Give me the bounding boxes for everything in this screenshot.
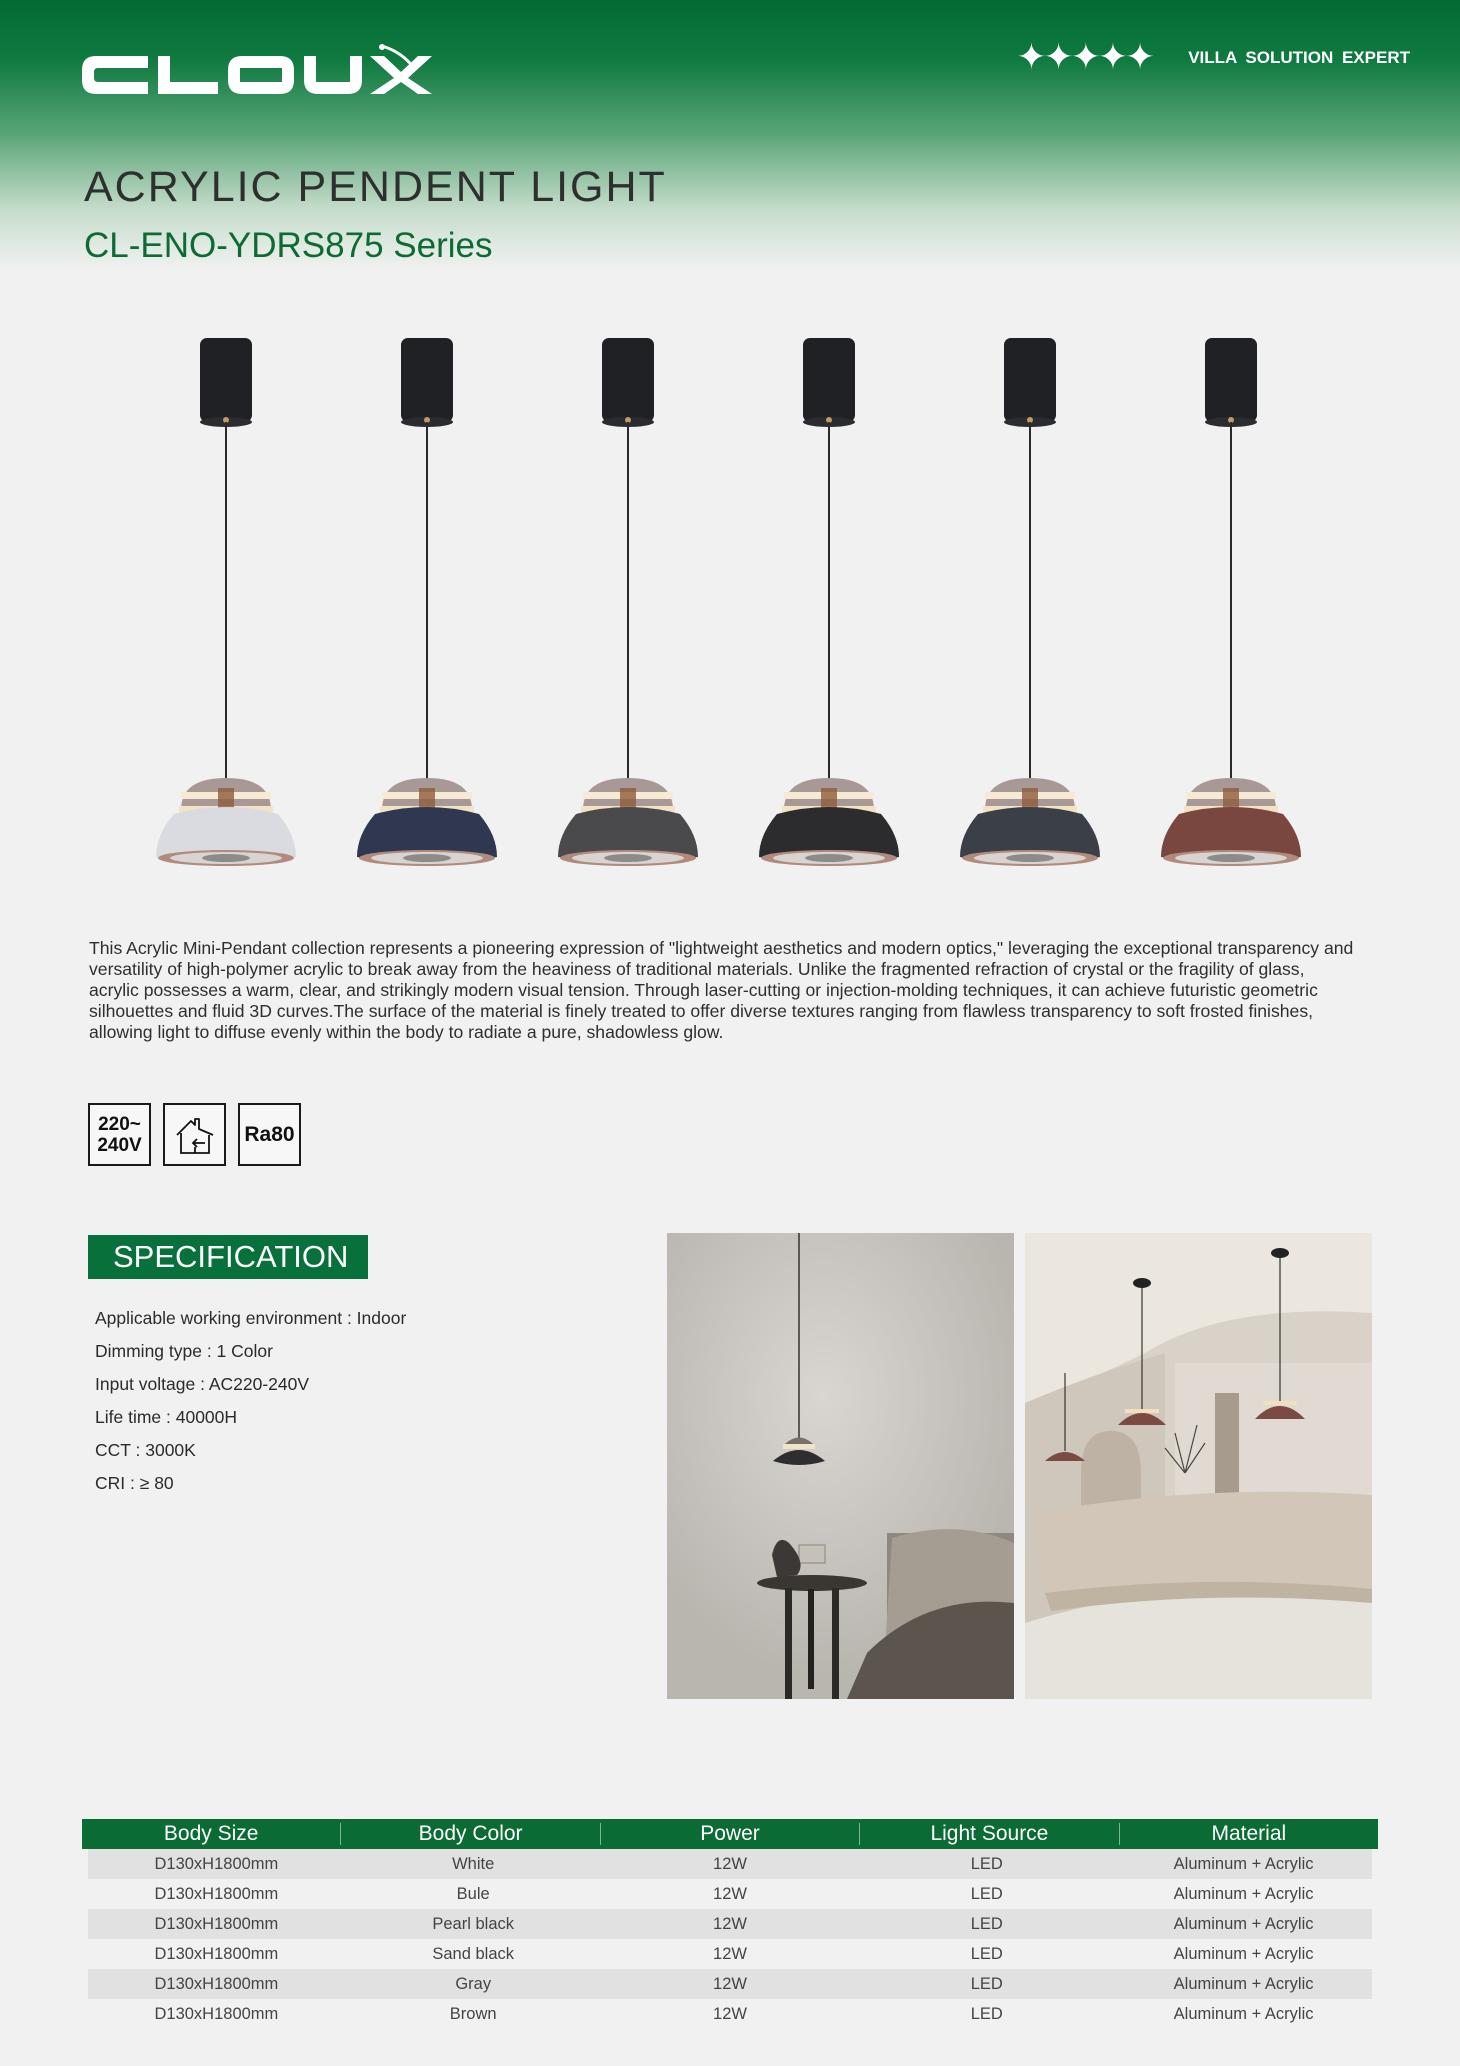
cell-body-color: Bule: [456, 1884, 490, 1903]
cell-body-size: D130xH1800mm: [154, 1884, 279, 1903]
cell-light-source: LED: [970, 1914, 1003, 1933]
table-row: [88, 1969, 1372, 1999]
cell-light-source: LED: [970, 1854, 1003, 1873]
table-row: [88, 1849, 1372, 1879]
product-description: This Acrylic Mini-Pendant collection represents a pioneering expression of "lightweight aesthetics and modern optics," leveraging the exceptional transparency and versatility of high-polymer acrylic to break away from the heaviness of traditional materials. Unlike the fragmented refraction of crystal or the fragility of glass, acrylic possesses a warm, clear, and strikingly modern visual tension. Through laser-cutting or injection-molding techniques, it can achieve futuristic geometric silhouettes and fluid 3D curves.The surface of the material is finely treated to offer diverse textures ranging from flawless transparency to soft frosted finishes, allowing light to diffuse evenly within the body to radiate a pure, shadowless glow.: [89, 938, 1354, 1042]
indoor-house-icon: [163, 1103, 226, 1166]
cell-body-size: D130xH1800mm: [154, 1974, 279, 1993]
pendant-lamp-bule: [357, 338, 497, 866]
pendant-lamp-pearl-black: [558, 338, 698, 866]
table-row: [88, 1909, 1372, 1939]
cri-badge: Ra80: [238, 1103, 301, 1166]
table-row: [88, 1879, 1372, 1909]
table-row: [88, 1939, 1372, 1969]
cell-light-source: LED: [970, 1974, 1003, 1993]
lamp-lineup: [0, 330, 1460, 890]
cell-body-color: Pearl black: [432, 1914, 514, 1933]
spec-item: Life time : 40000H: [95, 1407, 238, 1427]
cell-light-source: LED: [970, 1884, 1003, 1903]
spec-item: Dimming type : 1 Color: [95, 1341, 273, 1361]
product-title: ACRYLIC PENDENT LIGHT: [84, 163, 667, 211]
header-body-color: Body Color: [341, 1823, 600, 1845]
header-body-size: Body Size: [82, 1823, 341, 1845]
cell-light-source: LED: [970, 1944, 1003, 1963]
cell-body-size: D130xH1800mm: [154, 1944, 279, 1963]
specification-list: [95, 1302, 406, 1500]
reception-scene-photo: [1025, 1233, 1372, 1699]
brand-tagline: VILLA SOLUTION EXPERT: [1188, 48, 1410, 67]
cell-material: Aluminum + Acrylic: [1173, 1944, 1314, 1963]
spec-item: CRI : ≥ 80: [95, 1473, 174, 1493]
cell-body-color: Gray: [455, 1974, 492, 1993]
spec-table: [82, 1819, 1378, 2029]
spec-item: CCT : 3000K: [95, 1440, 196, 1460]
pendant-lamp-sand-black: [759, 338, 899, 866]
cell-power: 12W: [713, 1944, 747, 1963]
header-light-source: Light Source: [860, 1823, 1119, 1845]
cell-material: Aluminum + Acrylic: [1173, 1914, 1314, 1933]
cell-body-size: D130xH1800mm: [154, 2004, 279, 2023]
voltage-badge: 220~ 240V: [88, 1103, 151, 1166]
five-stars-icon: ✦✦✦✦✦: [1016, 37, 1153, 78]
cell-power: 12W: [713, 1884, 747, 1903]
header-power: Power: [601, 1823, 860, 1845]
spec-item: Input voltage : AC220-240V: [95, 1374, 310, 1394]
bedroom-scene-photo: [667, 1233, 1014, 1699]
cell-material: Aluminum + Acrylic: [1173, 2004, 1314, 2023]
cell-power: 12W: [713, 1914, 747, 1933]
cell-body-size: D130xH1800mm: [154, 1854, 279, 1873]
feature-badges: [88, 1103, 301, 1166]
pendant-lamp-white: [156, 338, 296, 866]
pendant-lamp-brown: [1161, 338, 1301, 866]
cell-body-color: White: [452, 1854, 495, 1873]
cell-body-size: D130xH1800mm: [154, 1914, 279, 1933]
cell-material: Aluminum + Acrylic: [1173, 1854, 1314, 1873]
cloux-logo: [82, 42, 438, 102]
cell-power: 12W: [713, 1974, 747, 1993]
table-row: [88, 1999, 1372, 2029]
table-header: [82, 1819, 1378, 1849]
cell-material: Aluminum + Acrylic: [1173, 1974, 1314, 1993]
cell-body-color: Brown: [449, 2004, 497, 2023]
header-material: Material: [1211, 1822, 1287, 1845]
cell-power: 12W: [713, 2004, 747, 2023]
cell-material: Aluminum + Acrylic: [1173, 1884, 1314, 1903]
spec-item: Applicable working environment : Indoor: [95, 1308, 407, 1328]
product-series: CL-ENO-YDRS875 Series: [84, 226, 493, 265]
cell-power: 12W: [713, 1854, 747, 1873]
pendant-lamp-gray: [960, 338, 1100, 866]
cell-body-color: Sand black: [432, 1944, 515, 1963]
header-right: [1016, 37, 1410, 78]
specification-heading: SPECIFICATION: [88, 1235, 368, 1279]
cell-light-source: LED: [970, 2004, 1003, 2023]
table-body: [82, 1849, 1378, 2029]
